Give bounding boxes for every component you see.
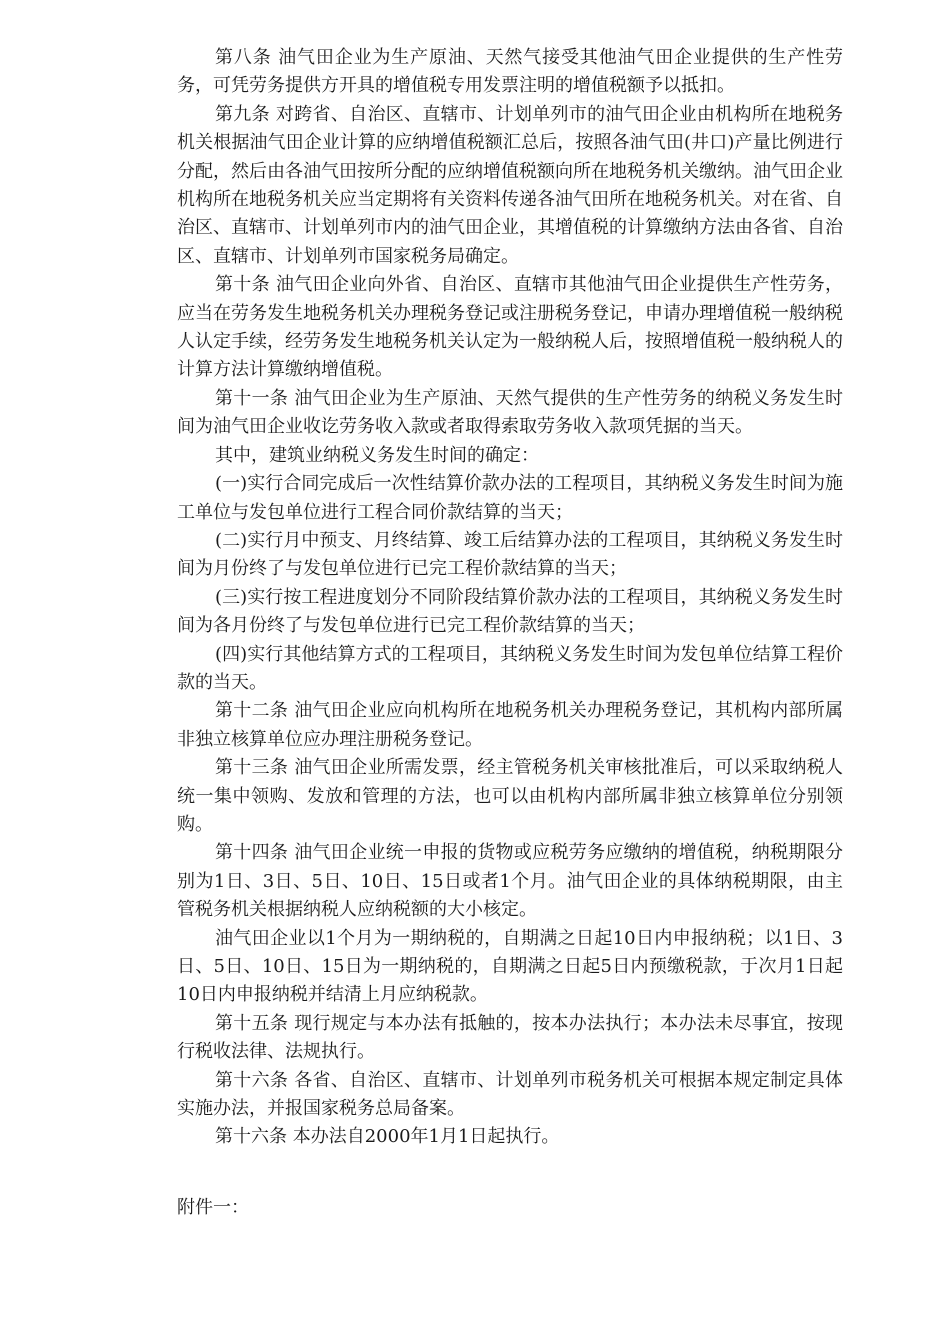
article-13: 第十三条 油气田企业所需发票，经主管税务机关审核批准后，可以采取纳税人统一集中领购、发放和管理的方法，也可以由机构内部所属非独立核算单位分别领购。 [177, 757, 843, 835]
article-16: 第十六条 各省、自治区、直辖市、计划单列市税务机关可根据本规定制定具体实施办法，并报国家税务总局备案。 [177, 1069, 843, 1120]
article-11: 第十一条 油气田企业为生产原油、天然气提供的生产性劳务的纳税义务发生时间为油气田企业收讫劳务收入款或者取得索取劳务收入款项凭据的当天。 [177, 387, 843, 438]
article-15: 第十五条 现行规定与本办法有抵触的，按本办法执行；本办法未尽事宜，按现行税收法律、法规执行。 [177, 1012, 843, 1063]
attachment-label: 附件一： [177, 1196, 249, 1218]
filing-period-paragraph: 油气田企业以1个月为一期纳税的，自期满之日起10日内申报纳税；以1日、3日、5日、10日、15日为一期纳税的，自期满之日起5日内预缴税款，于次月1日起10日内申报纳税并结清上月应纳税款。 [177, 927, 843, 1006]
clause-2: (二)实行月中预支、月终结算、竣工后结算办法的工程项目，其纳税义务发生时间为月份终了与发包单位进行已完工程价款结算的当天； [177, 529, 843, 580]
document-body [177, 44, 843, 1222]
article-14: 第十四条 油气田企业统一申报的货物或应税劳务应缴纳的增值税，纳税期限分别为1日、3日、5日、10日、15日或者1个月。油气田企业的具体纳税期限，由主管税务机关根据纳税人应纳税额的大小核定。 [177, 842, 843, 921]
article-8: 第八条 油气田企业为生产原油、天然气接受其他油气田企业提供的生产性劳务，可凭劳务提供方开具的增值税专用发票注明的增值税额予以抵扣。 [177, 47, 843, 97]
article-9: 第九条 对跨省、自治区、直辖市、计划单列市的油气田企业由机构所在地税务机关根据油气田企业计算的应纳增值税额汇总后，按照各油气田(井口)产量比例进行分配，然后由各油气田按所分配的应纳增值税额向所在地税务机关缴纳。油气田企业机构所在地税务机关应当定期将有关资料传递各油气田所在地税务机关。对在省、自治区、直辖市、计划单列市内的油气田企业，其增值税的计算缴纳方法由各省、自治区、直辖市、计划单列市国家税务局确定。 [177, 103, 843, 267]
article-10: 第十条 油气田企业向外省、自治区、直辖市其他油气田企业提供生产性劳务，应当在劳务发生地税务机关办理税务登记或注册税务登记，申请办理增值税一般纳税人认定手续，经劳务发生地税务机关认定为一般纳税人后，按照增值税一般纳税人的计算方法计算缴纳增值税。 [177, 274, 843, 381]
article-16-effective-date: 第十六条 本办法自2000年1月1日起执行。 [215, 1126, 560, 1148]
clause-4: (四)实行其他结算方式的工程项目，其纳税义务发生时间为发包单位结算工程价款的当天。 [177, 643, 843, 693]
article-12: 第十二条 油气田企业应向机构所在地税务机关办理税务登记，其机构内部所属非独立核算单位应办理注册税务登记。 [177, 700, 843, 750]
clause-1: (一)实行合同完成后一次性结算价款办法的工程项目，其纳税义务发生时间为施工单位与发包单位进行工程合同价款结算的当天； [177, 473, 843, 523]
construction-intro: 其中，建筑业纳税义务发生时间的确定： [215, 444, 539, 466]
clause-3: (三)实行按工程进度划分不同阶段结算价款办法的工程项目，其纳税义务发生时间为各月份终了与发包单位进行已完工程价款结算的当天； [177, 586, 843, 637]
